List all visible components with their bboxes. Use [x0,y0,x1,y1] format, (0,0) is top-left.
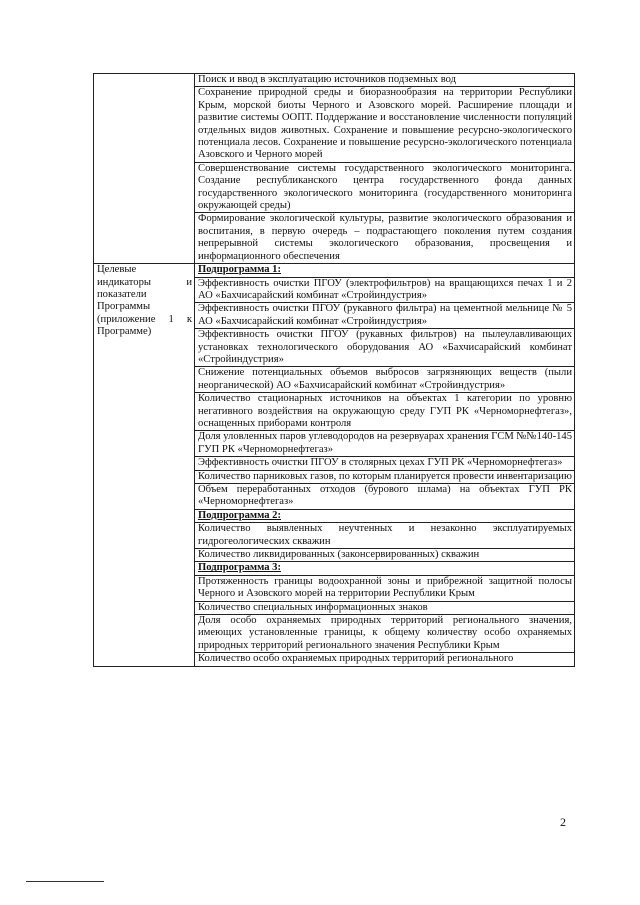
subprogram-2-header: Подпрограмма 2: [198,509,282,521]
table-cell [195,601,575,614]
subprogram-1-header: Подпрограмма 1: [198,264,282,276]
table-cell [195,213,575,264]
cell-text: Количество выявленных неучтенных и незаконно эксплуатируемых гидрогеологических скважин [198,523,572,547]
table-cell [195,162,575,213]
program-table [93,73,575,667]
table-cell [195,74,575,87]
cell-text: Объем переработанных отходов (бурового шлама) на объектах ГУП РК «Черноморнефтегаз» [198,484,572,508]
section-header-cell [195,264,575,277]
subprogram-3-header: Подпрограмма 3: [198,562,282,574]
section-header-cell [195,509,575,522]
table-cell [195,367,575,393]
table-row [94,74,575,87]
cell-text: Эффективность очистки ПГОУ (рукавного фильтра) на цементной мельнице № 5 АО «Бахчисарайский комбинат «Стройиндустрия» [198,303,572,327]
indicators-label: Целевые индикаторы и показатели Программы (приложение 1 к Программе) [97,264,192,338]
cell-text: Количество особо охраняемых природных территорий регионального [198,653,514,665]
cell-text: Совершенствование системы государственного экологического мониторинга. Создание республиканского центра государственного фонда данных государственного экологического мониторинга (государственного мониторинга окружающей среды) [198,162,572,212]
table-cell [195,575,575,601]
cell-text: Поиск и ввод в эксплуатацию источников подземных вод [198,74,456,85]
cell-text: Количество специальных информационных знаков [198,601,428,613]
table-cell [195,549,575,562]
table-cell [195,277,575,303]
table-cell [195,484,575,510]
table-cell [195,653,575,666]
footnote-divider [26,881,104,882]
cell-text: Сохранение природной среды и биоразнообразия на территории Республики Крым, морской биоты Черного и Азовского морей. Расширение площади и развитие системы ООПТ. Поддержание и восстановление численности популяций отдельных видов животных. Сохранение и повышение ресурсно-экологического потенциала лесов. Сохранение и повышение ресурсно-экологического потенциала Азовского и Черного морей [198,87,572,161]
cell-text: Количество ликвидированных (законсервированных) скважин [198,549,480,561]
table-cell [195,303,575,329]
table-cell [195,87,575,162]
cell-text: Доля особо охраняемых природных территорий регионального значения, имеющих установленные границы, к общему количеству особо охраняемых природных территорий регионального значения Республики Крым [198,615,572,651]
cell-text: Протяженность границы водоохранной зоны и прибрежной защитной полосы Черного и Азовского морей на территории Республики Крым [198,575,572,600]
indicators-label-cell [94,264,195,667]
table-cell [195,523,575,549]
cell-text: Доля уловленных паров углеводородов на резервуарах хранения ГСМ №№140-145 ГУП РК «Черноморнефтегаз» [198,431,572,455]
cell-text: Количество стационарных источников на объектах 1 категории по уровню негативного воздействия на окружающую среду ГУП РК «Черноморнефтегаз», оснащенных приборами контроля [198,393,572,429]
cell-text: Эффективность очистки ПГОУ в столярных цехах ГУП РК «Черноморнефтегаз» [198,457,563,469]
cell-text: Количество парниковых газов, по которым планируется провести инвентаризацию [198,470,572,482]
cell-text: Эффективность очистки ПГОУ (электрофильтров) на вращающихся печах 1 и 2 АО «Бахчисарайский комбинат «Стройиндустрия» [198,277,572,301]
table-cell [195,329,575,367]
cell-text: Формирование экологической культуры, развитие экологического образования и воспитания, в первую очередь – подрастающего поколения путем создания непрерывной системы экологического образования, просвещения и информационного обеспечения [198,213,572,262]
page-number: 2 [560,815,566,829]
table-cell [195,470,575,483]
table-cell [195,615,575,653]
cell-text: Эффективность очистки ПГОУ (рукавных фильтров) на пылеулавливающих установках технологического оборудования АО «Бахчисарайский комбинат «Стройиндустрия» [198,329,572,365]
empty-label-cell [94,74,195,264]
table-cell [195,457,575,470]
table-row [94,264,575,277]
table-cell [195,431,575,457]
cell-text: Снижение потенциальных объемов выбросов загрязняющих веществ (пыли неорганической) АО «Бахчисарайский комбинат «Стройиндустрия» [198,367,572,391]
table-cell [195,393,575,431]
section-header-cell [195,562,575,575]
